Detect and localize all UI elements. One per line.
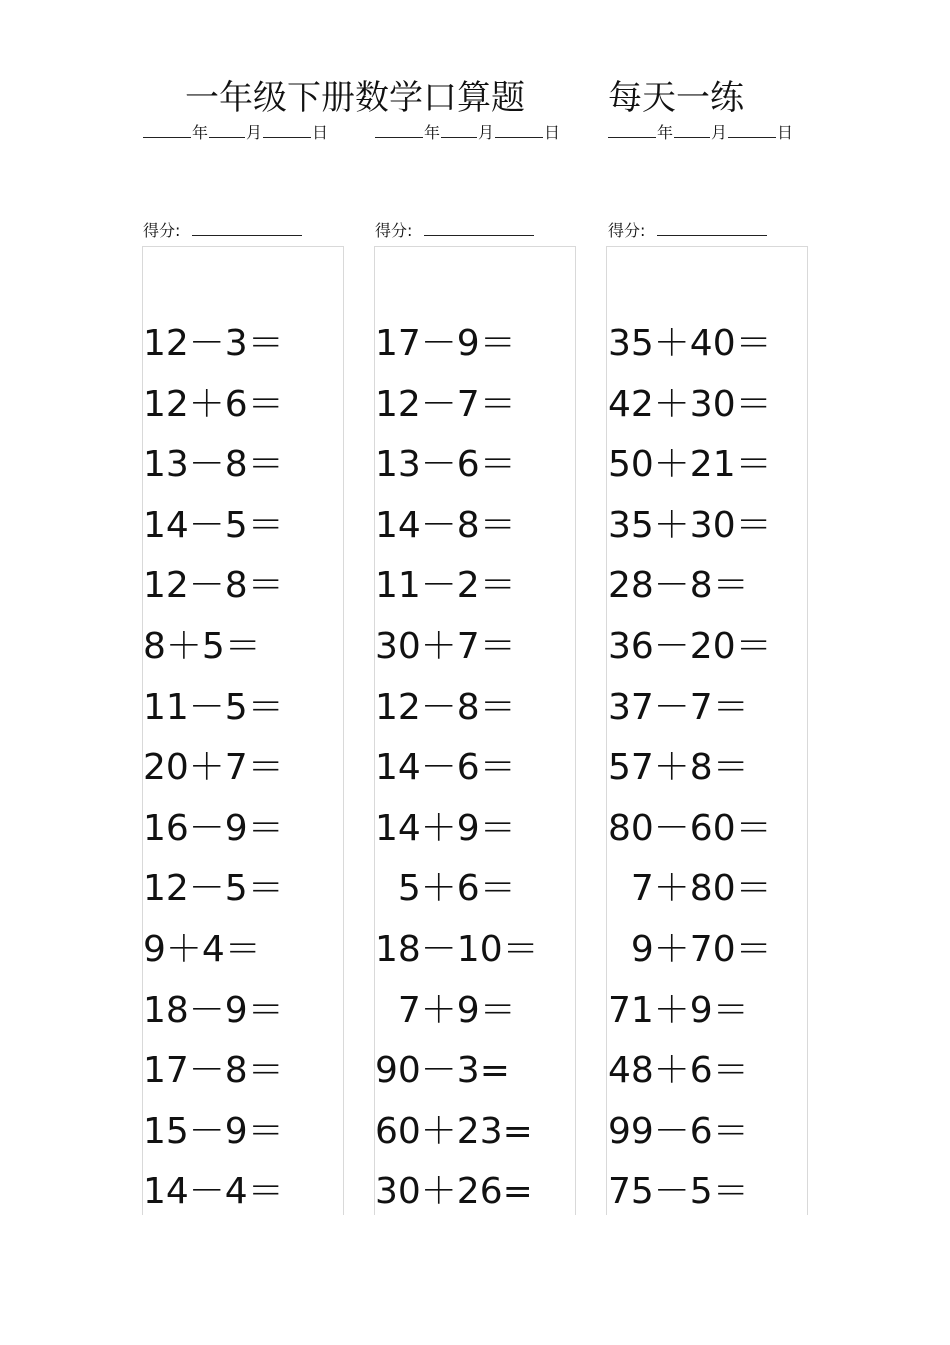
arithmetic-problem: 9＋4＝ — [143, 928, 261, 970]
arithmetic-problem: 42＋30＝ — [608, 383, 772, 425]
arithmetic-problem: 11－2＝ — [375, 565, 516, 607]
arithmetic-problem: 12－5＝ — [143, 868, 284, 910]
score-field-3[interactable] — [608, 220, 767, 242]
arithmetic-problem: 37－7＝ — [608, 686, 749, 728]
arithmetic-problem: 8＋5＝ — [143, 625, 261, 667]
arithmetic-problem: 30＋26= — [375, 1171, 533, 1213]
date-field-2[interactable] — [375, 122, 561, 144]
arithmetic-problem: 14－6＝ — [375, 747, 516, 789]
arithmetic-problem: 12－7＝ — [375, 383, 516, 425]
arithmetic-problem: 9＋70＝ — [608, 928, 772, 970]
arithmetic-problem: 17－9＝ — [375, 323, 516, 364]
arithmetic-problem: 36－20＝ — [608, 625, 772, 667]
arithmetic-problem: 71＋9＝ — [608, 989, 749, 1031]
arithmetic-problem: 18－9＝ — [143, 989, 284, 1031]
day-blank[interactable] — [263, 122, 311, 138]
arithmetic-problem: 12＋6＝ — [143, 383, 284, 425]
month-label: 月 — [478, 123, 495, 142]
year-blank[interactable] — [143, 122, 191, 138]
year-blank[interactable] — [375, 122, 423, 138]
month-blank[interactable] — [674, 122, 710, 138]
arithmetic-problem: 15－9＝ — [143, 1110, 284, 1152]
arithmetic-problem: 13－8＝ — [143, 444, 284, 486]
arithmetic-problem: 99－6＝ — [608, 1110, 749, 1152]
score-field-2[interactable] — [375, 220, 534, 242]
date-field-1[interactable] — [143, 122, 329, 144]
arithmetic-problem: 16－9＝ — [143, 807, 284, 849]
arithmetic-problem: 14－5＝ — [143, 504, 284, 546]
score-label: 得分: — [375, 221, 413, 240]
year-label: 年 — [657, 123, 674, 142]
arithmetic-problem: 80－60＝ — [608, 807, 772, 849]
year-blank[interactable] — [608, 122, 656, 138]
day-label: 日 — [312, 123, 329, 142]
score-label: 得分: — [608, 221, 646, 240]
day-label: 日 — [544, 123, 561, 142]
year-label: 年 — [424, 123, 441, 142]
arithmetic-problem: 90－3= — [375, 1050, 510, 1092]
problem-list-2 — [375, 314, 539, 1223]
arithmetic-problem: 35＋40＝ — [608, 323, 772, 364]
score-blank[interactable] — [657, 221, 767, 236]
score-blank[interactable] — [192, 221, 302, 236]
arithmetic-problem: 48＋6＝ — [608, 1050, 749, 1092]
score-field-1[interactable] — [143, 220, 302, 242]
problem-list-3 — [608, 314, 772, 1223]
arithmetic-problem: 57＋8＝ — [608, 747, 749, 789]
arithmetic-problem: 14＋9＝ — [375, 807, 516, 849]
arithmetic-problem: 17－8＝ — [143, 1050, 284, 1092]
arithmetic-problem: 5＋6＝ — [375, 868, 516, 910]
arithmetic-problem: 13－6＝ — [375, 444, 516, 486]
day-label: 日 — [777, 123, 794, 142]
month-label: 月 — [711, 123, 728, 142]
arithmetic-problem: 18－10＝ — [375, 928, 539, 970]
arithmetic-problem: 12－8＝ — [375, 686, 516, 728]
arithmetic-problem: 30＋7＝ — [375, 625, 516, 667]
arithmetic-problem: 7＋9＝ — [375, 989, 516, 1031]
page-title — [0, 74, 950, 122]
arithmetic-problem: 12－3＝ — [143, 323, 284, 364]
arithmetic-problem: 14－8＝ — [375, 504, 516, 546]
arithmetic-problem: 75－5＝ — [608, 1171, 749, 1213]
arithmetic-problem: 20＋7＝ — [143, 747, 284, 789]
arithmetic-problem: 11－5＝ — [143, 686, 284, 728]
arithmetic-problem: 12－8＝ — [143, 565, 284, 607]
date-field-3[interactable] — [608, 122, 794, 144]
score-label: 得分: — [143, 221, 181, 240]
month-label: 月 — [246, 123, 263, 142]
arithmetic-problem: 14－4＝ — [143, 1171, 284, 1213]
day-blank[interactable] — [728, 122, 776, 138]
worksheet-subtitle: 每天一练 — [608, 78, 744, 118]
arithmetic-problem: 50＋21＝ — [608, 444, 772, 486]
month-blank[interactable] — [441, 122, 477, 138]
arithmetic-problem: 7＋80＝ — [608, 868, 772, 910]
score-blank[interactable] — [424, 221, 534, 236]
problem-list-1 — [143, 314, 284, 1223]
worksheet-title: 一年级下册数学口算题 — [185, 78, 525, 118]
month-blank[interactable] — [209, 122, 245, 138]
arithmetic-problem: 60＋23= — [375, 1110, 533, 1152]
arithmetic-problem: 35＋30＝ — [608, 504, 772, 546]
day-blank[interactable] — [495, 122, 543, 138]
year-label: 年 — [192, 123, 209, 142]
arithmetic-problem: 28－8＝ — [608, 565, 749, 607]
